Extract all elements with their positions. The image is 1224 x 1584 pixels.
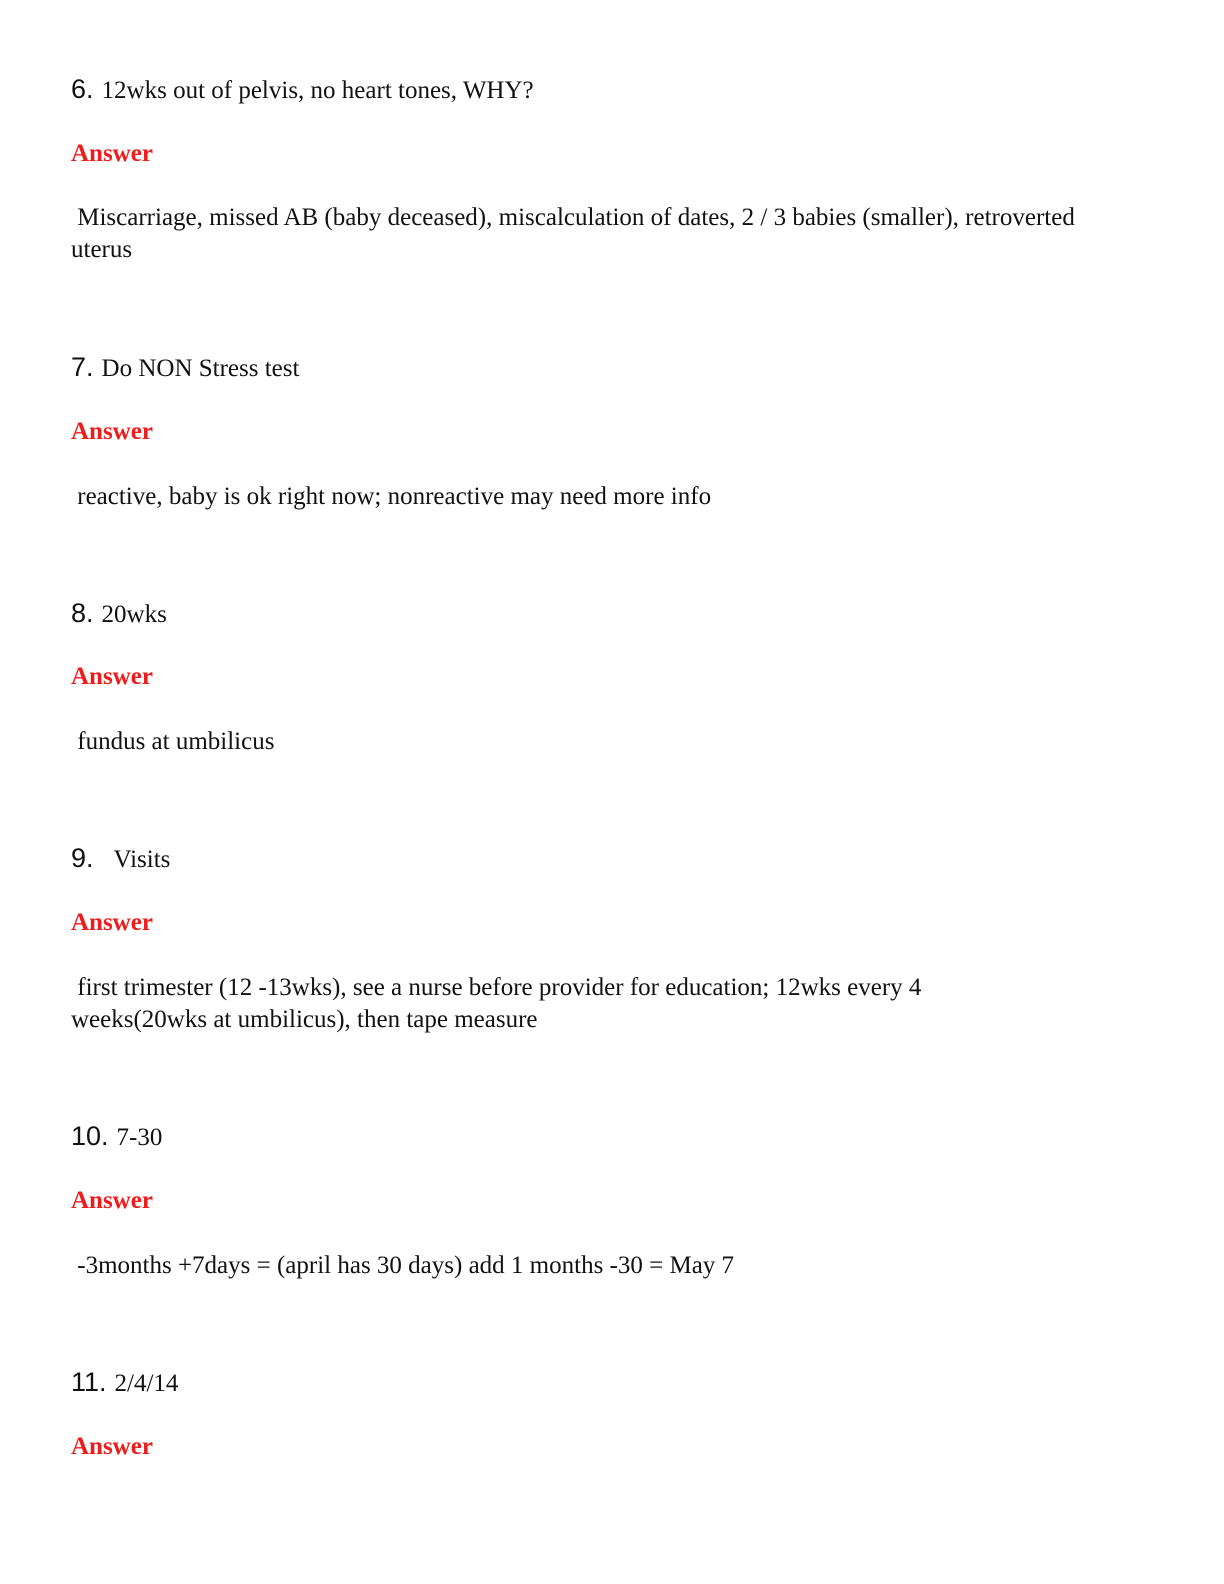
answer-label: Answer xyxy=(71,909,153,936)
answer-label: Answer xyxy=(71,418,153,445)
answer-text: reactive, baby is ok right now; nonreactive may need more info xyxy=(71,483,712,510)
question-header xyxy=(71,352,299,383)
answer-text: -3months +7days = (april has 30 days) add 1 months -30 = May 7 xyxy=(71,1252,735,1279)
question-number: 10. xyxy=(71,1121,109,1151)
question-prompt: Do NON Stress test xyxy=(101,355,300,382)
question-header xyxy=(71,1121,162,1152)
question-number: 11. xyxy=(71,1367,107,1397)
question-number: 8. xyxy=(71,598,94,628)
question-header xyxy=(71,1367,178,1398)
question-number: 7. xyxy=(71,352,94,382)
question-header xyxy=(71,74,534,105)
answer-text: Miscarriage, missed AB (baby deceased), miscalculation of dates, 2 / 3 babies (smaller), retroverted uterus xyxy=(71,204,1082,263)
answer-label: Answer xyxy=(71,663,153,690)
answer-text: first trimester (12 -13wks), see a nurse before provider for education; 12wks every 4 weeks(20wks at umbilicus), then tape measure xyxy=(71,974,928,1033)
question-header xyxy=(71,598,167,629)
question-number: 6. xyxy=(71,74,94,104)
question-header xyxy=(71,843,170,874)
answer-text: fundus at umbilicus xyxy=(71,728,275,755)
question-number: 9. xyxy=(71,843,94,873)
question-prompt: 12wks out of pelvis, no heart tones, WHY? xyxy=(101,77,534,104)
answer-label: Answer xyxy=(71,140,153,167)
question-prompt: 2/4/14 xyxy=(114,1370,179,1397)
question-prompt: 20wks xyxy=(101,601,167,628)
answer-label: Answer xyxy=(71,1187,153,1214)
answer-label: Answer xyxy=(71,1433,153,1460)
question-prompt: 7-30 xyxy=(116,1124,163,1151)
question-prompt: Visits xyxy=(113,846,171,873)
